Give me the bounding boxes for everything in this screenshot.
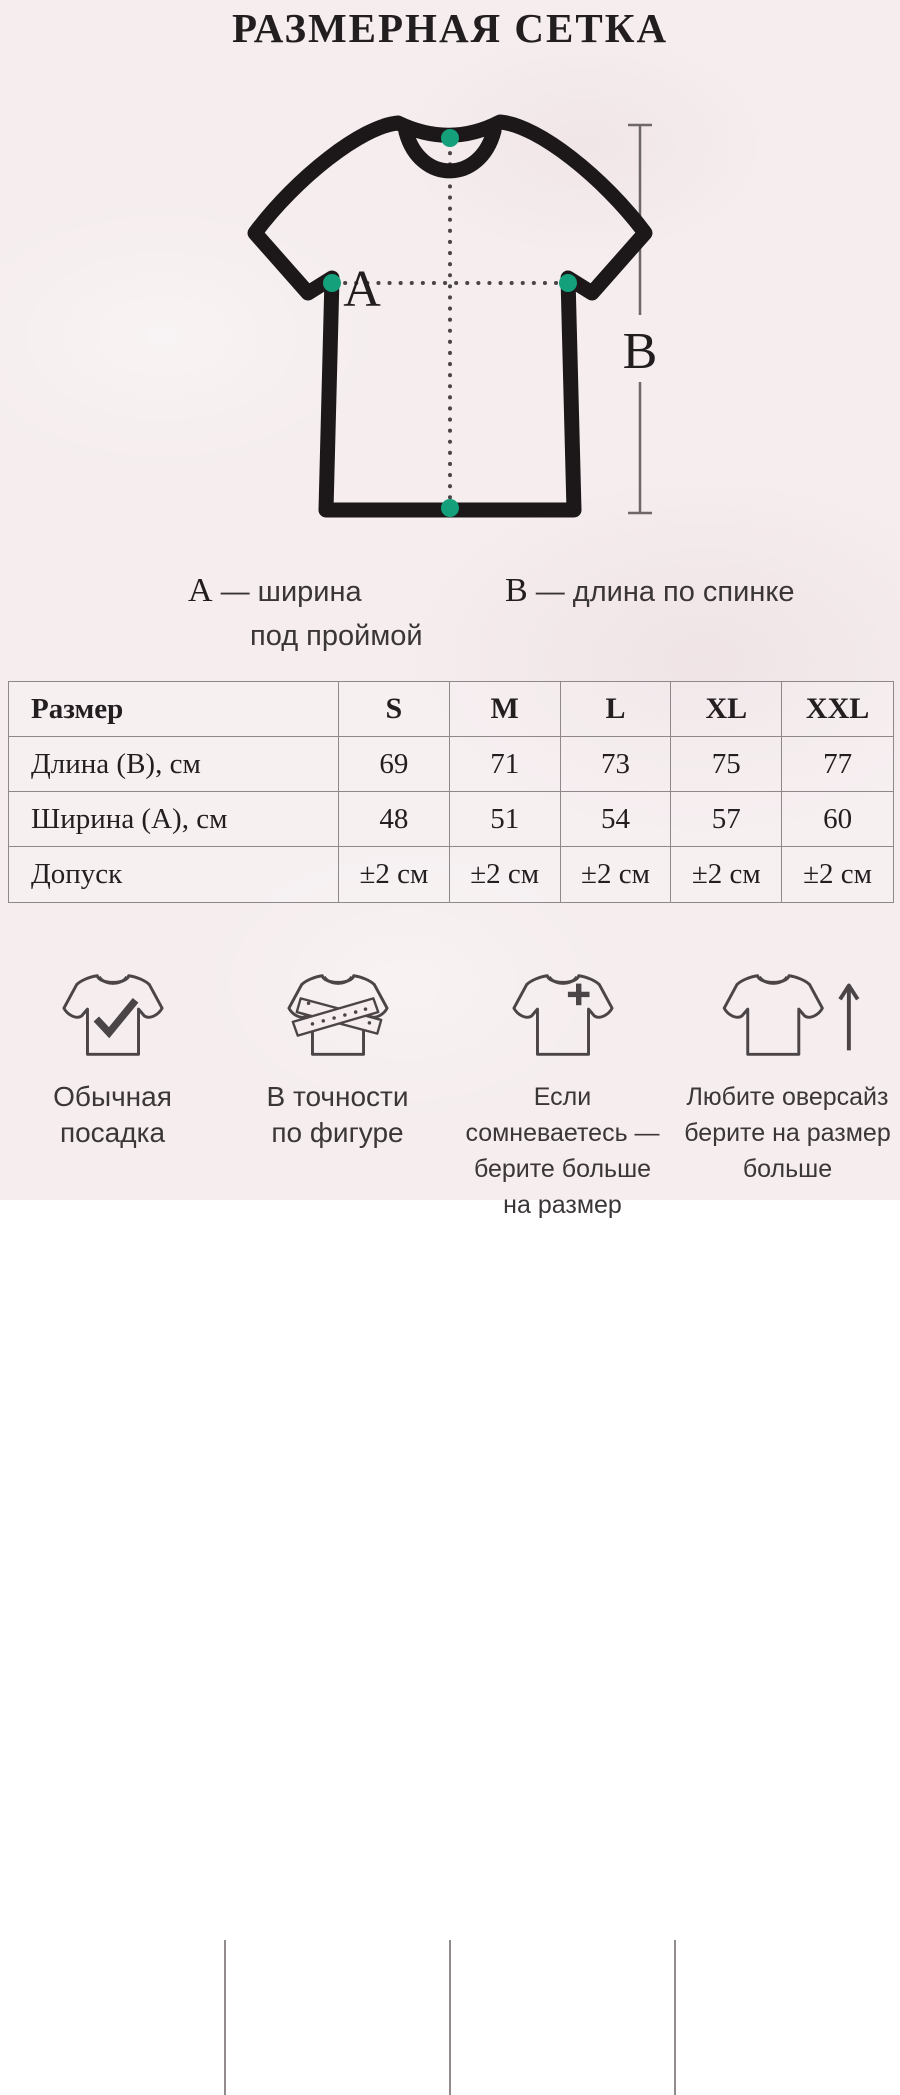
- fit-item-size-up-if-unsure: [450, 955, 675, 1223]
- table-cell: 51: [450, 792, 561, 847]
- legend-b-text: — длина по спинке: [527, 576, 795, 608]
- table-cell: 77: [782, 737, 893, 792]
- table-header-size: Размер: [9, 682, 339, 737]
- fit-divider: [449, 1940, 451, 2095]
- legend-a-text-line2: под проймой: [250, 620, 423, 652]
- fit-caption: Если сомневаетесь — берите больше на размер: [465, 1083, 660, 1219]
- legend-a-letter: А: [188, 572, 213, 609]
- table-cell: 69: [339, 737, 450, 792]
- table-header-s: S: [339, 682, 450, 737]
- table-header-m: M: [450, 682, 561, 737]
- tshirt-arrow-icon: [712, 962, 864, 1070]
- table-cell: ±2 см: [803, 858, 873, 890]
- tshirt-check-icon: [54, 962, 172, 1070]
- table-cell: ±2 см: [561, 847, 672, 902]
- fit-item-exact: [225, 955, 450, 1223]
- legend-a: [188, 572, 448, 653]
- fit-item-oversize: [675, 955, 900, 1223]
- tshirt-measurement-diagram: [0, 90, 900, 560]
- table-cell: ±2 см: [671, 847, 782, 902]
- size-table: [8, 681, 894, 903]
- tape-bands: [292, 998, 380, 1035]
- fit-caption: Любите оверсайз берите на размер больше: [684, 1083, 891, 1183]
- fit-guide: [0, 955, 900, 1219]
- table-header-xxl: XXL: [782, 682, 893, 737]
- table-cell: 54: [561, 792, 672, 847]
- plus-sign: [567, 984, 589, 1006]
- label-b: B: [622, 323, 658, 380]
- table-row-tolerance-label: Допуск: [9, 847, 339, 902]
- legend-a-text: — ширина: [212, 576, 362, 608]
- legend-b: [505, 572, 835, 610]
- b-measure-line: [628, 125, 652, 513]
- legend-b-letter: В: [505, 572, 528, 609]
- tshirt-plus-icon: [504, 962, 622, 1070]
- check-mark: [96, 1000, 135, 1032]
- table-cell: 75: [671, 737, 782, 792]
- page-title: РАЗМЕРНАЯ СЕТКА: [231, 5, 669, 51]
- table-cell: 71: [450, 737, 561, 792]
- table-cell: 60: [782, 792, 893, 847]
- tshirt-tape-icon: [277, 962, 399, 1070]
- fit-caption: В точности по фигуре: [266, 1081, 409, 1148]
- table-cell: 48: [339, 792, 450, 847]
- table-cell: 57: [671, 792, 782, 847]
- fit-caption: Обычная посадка: [53, 1081, 172, 1148]
- table-cell: 73: [561, 737, 672, 792]
- dotted-guides: [334, 142, 566, 508]
- label-a: A: [343, 261, 381, 318]
- table-row-length-label: Длина (В), см: [9, 737, 339, 792]
- table-row-width-label: Ширина (А), см: [9, 792, 339, 847]
- fit-divider: [674, 1940, 676, 2095]
- fit-item-regular: [0, 955, 225, 1223]
- table-cell: ±2 см: [450, 847, 561, 902]
- table-header-l: L: [561, 682, 672, 737]
- table-cell: ±2 см: [339, 847, 450, 902]
- up-arrow: [840, 986, 858, 1051]
- fit-divider: [224, 1940, 226, 2095]
- table-header-xl: XL: [671, 682, 782, 737]
